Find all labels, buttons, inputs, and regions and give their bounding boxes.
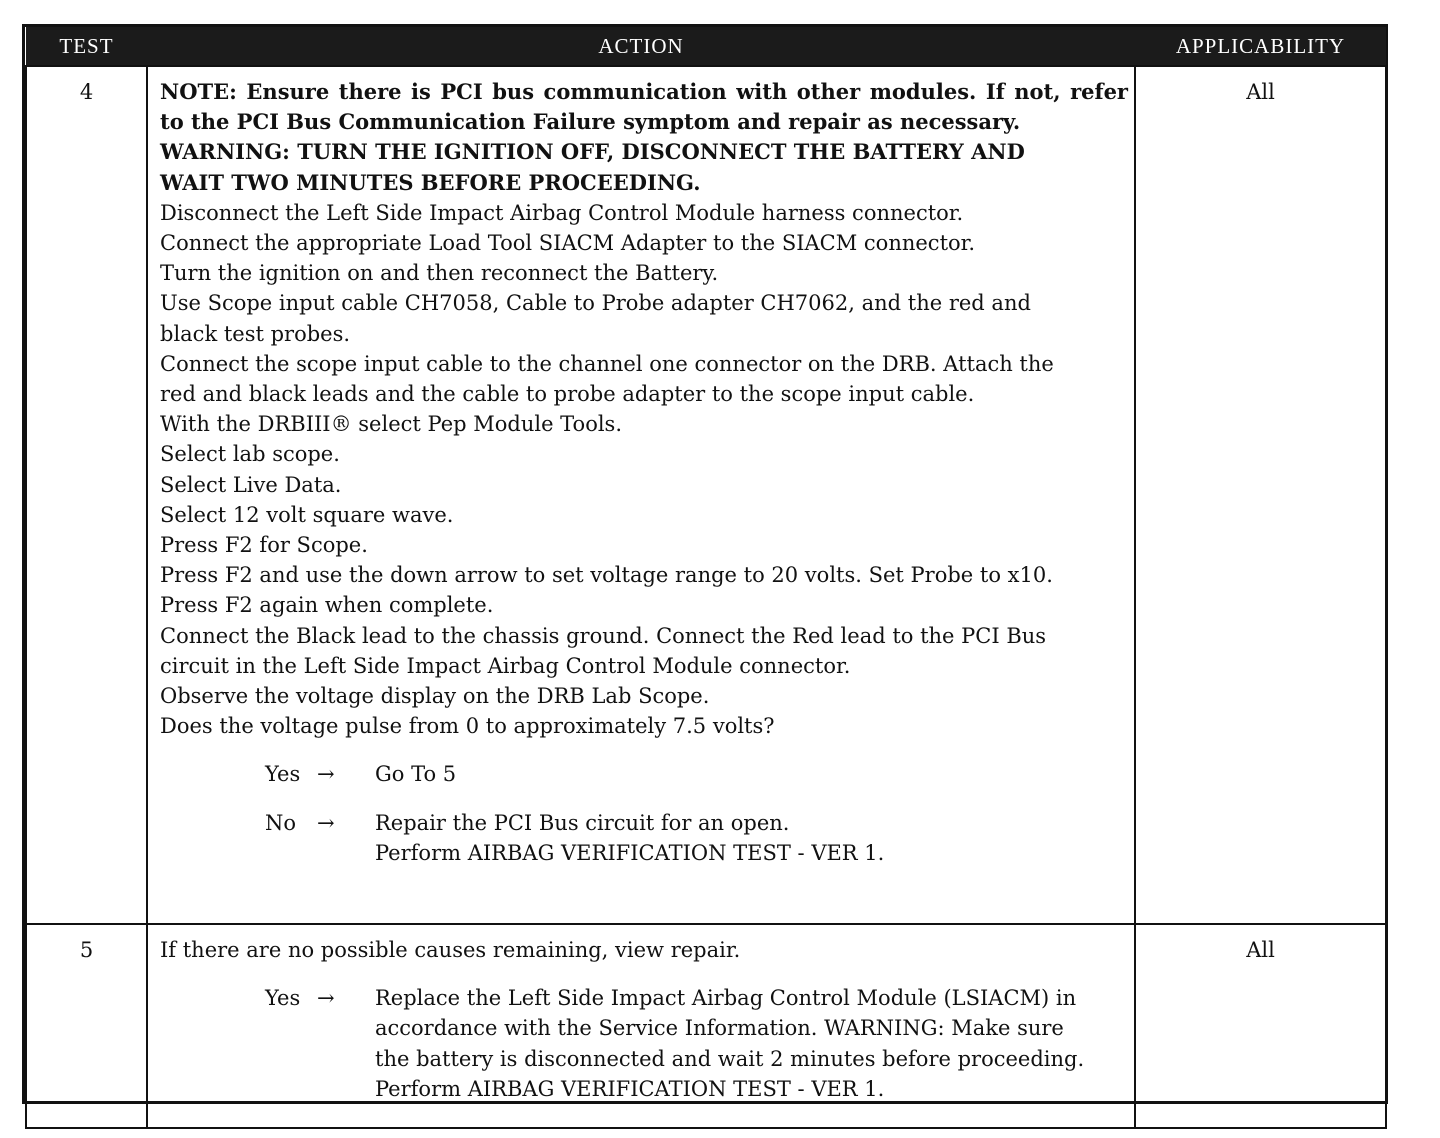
step-line: black test probes. (160, 321, 351, 346)
response-text: Replace the Left Side Impact Airbag Control Module (LSIACM) in accordance with the Service Information. WARNING: Make sure the battery is disconnected and wait 2 minutes before proceeding. Perform AIRBAG VERIFICATION TEST - VER 1. (375, 986, 1085, 1101)
response-label: Yes (265, 762, 301, 787)
response-text: Repair the PCI Bus circuit for an open. Perform AIRBAG VERIFICATION TEST - VER 1. (375, 810, 885, 865)
warning-text (160, 137, 1128, 197)
step-line: red and black leads and the cable to probe adapter to the scope input cable. (160, 382, 975, 407)
step-list (160, 198, 1128, 742)
response-label: No (265, 810, 297, 835)
step-line: Connect the Black lead to the chassis ground. Connect the Red lead to the PCI Bus (160, 623, 1047, 648)
table-row-test-5 (26, 924, 1386, 1128)
step-line: Select Live Data. (160, 472, 342, 497)
warning-line: WARNING: TURN THE IGNITION OFF, DISCONNECT THE BATTERY AND (160, 139, 1025, 165)
header-applicability: APPLICABILITY (1135, 27, 1386, 66)
intro-text: If there are no possible causes remaining, view repair. (160, 938, 741, 962)
response-text: Go To 5 (375, 762, 457, 787)
note-text: NOTE: Ensure there is PCI bus communication with other modules. If not, refer to the PCI Bus Communication Failure symptom and repair as necessary. (160, 79, 1128, 135)
right-arrow-icon: → (317, 986, 335, 1011)
response-yes (265, 759, 1128, 789)
step-line: Press F2 again when complete. (160, 593, 494, 618)
step-line: Turn the ignition on and then reconnect the Battery. (160, 261, 719, 286)
test-number: 5 (26, 924, 147, 1128)
response-yes (265, 983, 1128, 1104)
step-line: Disconnect the Left Side Impact Airbag Control Module harness connector. (160, 200, 964, 225)
step-line: Connect the appropriate Load Tool SIACM Adapter to the SIACM connector. (160, 231, 976, 256)
warning-line: WAIT TWO MINUTES BEFORE PROCEEDING. (160, 169, 701, 195)
step-line: Select lab scope. (160, 442, 340, 467)
step-line: With the DRBIII® select Pep Module Tools. (160, 412, 622, 437)
applicability-value: All (1135, 924, 1386, 1128)
right-arrow-icon: → (317, 810, 335, 835)
action-cell (147, 66, 1135, 924)
step-line: Observe the voltage display on the DRB Lab Scope. (160, 684, 710, 709)
action-cell (147, 924, 1135, 1128)
table-header-row (26, 27, 1386, 66)
table-row-test-4 (26, 66, 1386, 924)
step-line: Use Scope input cable CH7058, Cable to Probe adapter CH7062, and the red and (160, 291, 1031, 316)
step-line: Does the voltage pulse from 0 to approximately 7.5 volts? (160, 714, 775, 739)
response-no (265, 808, 1128, 868)
step-line: Press F2 and use the down arrow to set voltage range to 20 volts. Set Probe to x10. (160, 563, 1053, 588)
test-number: 4 (26, 66, 147, 924)
step-line: Connect the scope input cable to the channel one connector on the DRB. Attach the (160, 351, 1054, 376)
diagnostic-table-sheet (22, 24, 1388, 1104)
right-arrow-icon: → (317, 762, 335, 787)
step-line: Select 12 volt square wave. (160, 502, 454, 527)
diagnostic-table (25, 27, 1387, 1129)
header-test: TEST (26, 27, 147, 66)
applicability-value: All (1135, 66, 1386, 924)
header-action: ACTION (147, 27, 1135, 66)
step-line: Press F2 for Scope. (160, 533, 368, 558)
step-line: circuit in the Left Side Impact Airbag Control Module connector. (160, 653, 851, 678)
response-label: Yes (265, 986, 301, 1011)
